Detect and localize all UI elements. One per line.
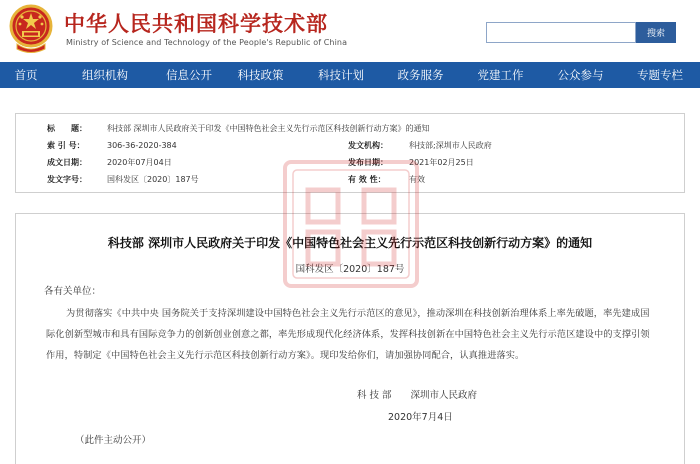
meta-docno-value: 国科发区〔2020〕187号	[107, 175, 199, 184]
nav-home[interactable]: 首页	[14, 68, 38, 82]
nav-special-topics[interactable]: 专题专栏	[637, 68, 683, 82]
nav-public-participation[interactable]: 公众参与	[557, 68, 604, 82]
meta-title-value: 科技部 深圳市人民政府关于印发《中国特色社会主义先行示范区科技创新行动方案》的通知	[107, 124, 430, 133]
meta-issuer-label: 发文机构：	[348, 141, 388, 150]
document-signatories: 科 技 部 深圳市人民政府	[357, 390, 478, 401]
document-note: （此件主动公开）	[75, 435, 152, 446]
metadata-table	[15, 113, 685, 193]
search-button[interactable]: 搜索	[636, 22, 676, 43]
meta-index-label: 索 引 号：	[47, 141, 85, 150]
meta-published-label: 发布日期：	[348, 158, 388, 167]
document-paragraph: 为贯彻落实《中共中央 国务院关于支持深圳建设中国特色社会主义先行示范区的意见》，推动深圳在科技创新治理体系上率先破题，率先建成国际化创新型城市和具有国际竞争力的创新创业创意之都，率先形成现代化经济体系，发挥科技创新在中国特色社会主义先行示范区建设中的支撑引领作用，特制定《中国特色社会主义先行示范区科技创新行动方案》。现印发给你们，请加强协同配合，认真推进落实。	[46, 308, 650, 361]
nav-gov-services[interactable]: 政务服务	[397, 68, 444, 82]
document-date: 2020年7月4日	[388, 412, 453, 423]
meta-row-docno	[16, 171, 684, 188]
meta-row-title	[16, 120, 684, 137]
meta-docno-label: 发文字号：	[47, 175, 87, 184]
document-body	[15, 213, 685, 464]
site-title[interactable]: 中华人民共和国科学技术部	[64, 12, 328, 36]
meta-issuer-value: 科技部;深圳市人民政府	[409, 141, 492, 150]
document-salutation: 各有关单位：	[44, 286, 102, 297]
meta-created-label: 成文日期：	[47, 158, 87, 167]
document-number: 国科发区〔2020〕187号	[295, 264, 405, 275]
site-header	[0, 0, 700, 62]
meta-index-value: 306-36-2020-384	[107, 141, 177, 150]
site-subtitle: Ministry of Science and Technology of the People's Republic of China	[66, 38, 348, 47]
meta-row-index	[16, 137, 684, 154]
nav-info-disclosure[interactable]: 信息公开	[166, 68, 212, 82]
meta-row-dates	[16, 154, 684, 171]
meta-title-label: 标 题：	[47, 124, 87, 133]
main-nav	[0, 62, 700, 88]
nav-party-building[interactable]: 党建工作	[477, 68, 524, 82]
meta-published-value: 2021年02月25日	[409, 158, 474, 167]
search-input[interactable]	[486, 22, 636, 43]
national-emblem-icon[interactable]	[9, 4, 53, 54]
document-title: 科技部 深圳市人民政府关于印发《中国特色社会主义先行示范区科技创新行动方案》的通知	[107, 236, 593, 250]
meta-validity-value: 有效	[409, 175, 425, 184]
nav-sci-policy[interactable]: 科技政策	[237, 68, 284, 82]
meta-validity-label: 有 效 性：	[348, 175, 386, 184]
nav-sci-plan[interactable]: 科技计划	[318, 68, 364, 82]
meta-created-value: 2020年07月04日	[107, 158, 172, 167]
nav-organization[interactable]: 组织机构	[82, 68, 128, 82]
